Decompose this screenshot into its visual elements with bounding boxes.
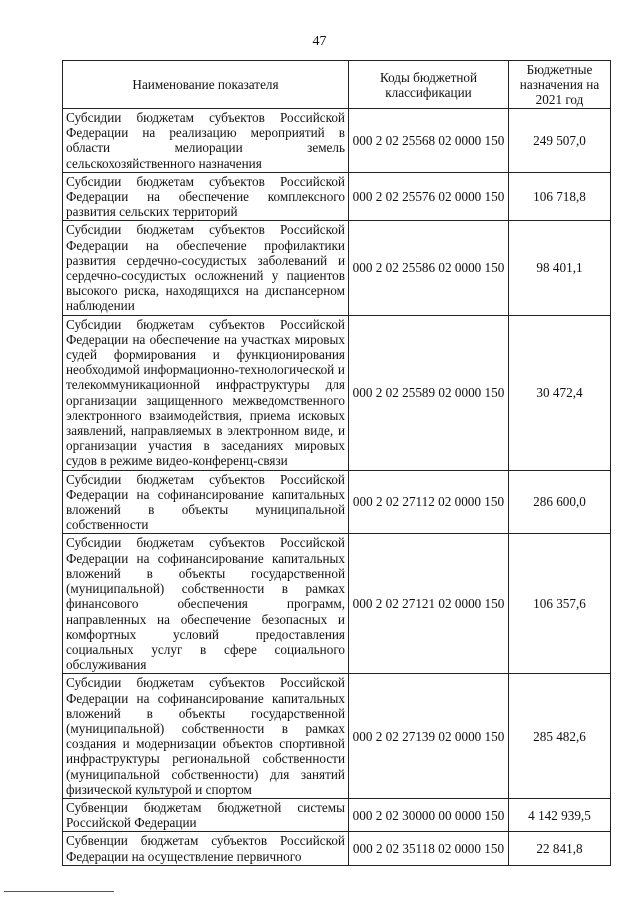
row-code: 000 2 02 27139 02 0000 150 xyxy=(349,674,509,799)
row-amount: 30 472,4 xyxy=(509,315,611,470)
row-name: Субсидии бюджетам субъектов Российской Федерации на софинансирование капитальных вложений в объекты государственной (муниципальной) собственности в рамках финансового обеспечения программ, направленных на обеспечение безопасных и комфортных условий предоставления социальных услуг в сфере социального обслуживания xyxy=(63,534,349,674)
table-row xyxy=(63,534,611,674)
table-row xyxy=(63,470,611,534)
row-amount: 285 482,6 xyxy=(509,674,611,799)
row-code: 000 2 02 25589 02 0000 150 xyxy=(349,315,509,470)
budget-table xyxy=(62,60,611,866)
table-row xyxy=(63,798,611,831)
row-name: Субсидии бюджетам субъектов Российской Федерации на обеспечение комплексного развития сельских территорий xyxy=(63,172,349,221)
row-name: Субсидии бюджетам субъектов Российской Федерации на обеспечение на участках мировых судей формирования и функционирования необходимой информационно-технологической и телекоммуникационной инфраструктуры для организации защищенного межведомственного электронного взаимодействия, приема исковых заявлений, направляемых в электронном виде, и организации участия в заседаниях мировых судов в режиме видео-конференц-связи xyxy=(63,315,349,470)
row-amount: 106 357,6 xyxy=(509,534,611,674)
row-code: 000 2 02 25576 02 0000 150 xyxy=(349,172,509,221)
row-code: 000 2 02 27121 02 0000 150 xyxy=(349,534,509,674)
row-name: Субвенции бюджетам субъектов Российской Федерации на осуществление первичного xyxy=(63,832,349,865)
row-name: Субсидии бюджетам субъектов Российской Федерации на обеспечение профилактики развития сердечно-сосудистых заболеваний и сердечно-сосудистых осложнений у пациентов высокого риска, находящихся на диспансерном наблюдении xyxy=(63,221,349,315)
row-amount: 106 718,8 xyxy=(509,172,611,221)
row-name: Субсидии бюджетам субъектов Российской Федерации на софинансирование капитальных вложений в объекты муниципальной собственности xyxy=(63,470,349,534)
row-name: Субсидии бюджетам субъектов Российской Федерации на софинансирование капитальных вложений в объекты государственной (муниципальной) собственности в рамках создания и модернизации объектов спортивной инфраструктуры региональной собственности (муниципальной собственности) для занятий физической культурой и спортом xyxy=(63,674,349,799)
page-number: 47 xyxy=(312,34,327,49)
table-row xyxy=(63,172,611,221)
row-amount: 4 142 939,5 xyxy=(509,798,611,831)
row-code: 000 2 02 25568 02 0000 150 xyxy=(349,109,509,173)
row-name: Субвенции бюджетам бюджетной системы Российской Федерации xyxy=(63,798,349,831)
header-name: Наименование показателя xyxy=(63,61,349,109)
table-row xyxy=(63,221,611,315)
header-code: Коды бюджетной классификации xyxy=(349,61,509,109)
table-row xyxy=(63,109,611,173)
table-row xyxy=(63,832,611,865)
row-amount: 286 600,0 xyxy=(509,470,611,534)
row-amount: 98 401,1 xyxy=(509,221,611,315)
header-amount: Бюджетные назначения на 2021 год xyxy=(509,61,611,109)
row-amount: 22 841,8 xyxy=(509,832,611,865)
table-header-row xyxy=(63,61,611,109)
table-row xyxy=(63,315,611,470)
row-name: Субсидии бюджетам субъектов Российской Федерации на реализацию мероприятий в области мелиорации земель сельскохозяйственного назначения xyxy=(63,109,349,173)
row-amount: 249 507,0 xyxy=(509,109,611,173)
table-row xyxy=(63,674,611,799)
row-code: 000 2 02 35118 02 0000 150 xyxy=(349,832,509,865)
row-code: 000 2 02 25586 02 0000 150 xyxy=(349,221,509,315)
row-code: 000 2 02 27112 02 0000 150 xyxy=(349,470,509,534)
footer-rule xyxy=(4,891,114,892)
row-code: 000 2 02 30000 00 0000 150 xyxy=(349,798,509,831)
